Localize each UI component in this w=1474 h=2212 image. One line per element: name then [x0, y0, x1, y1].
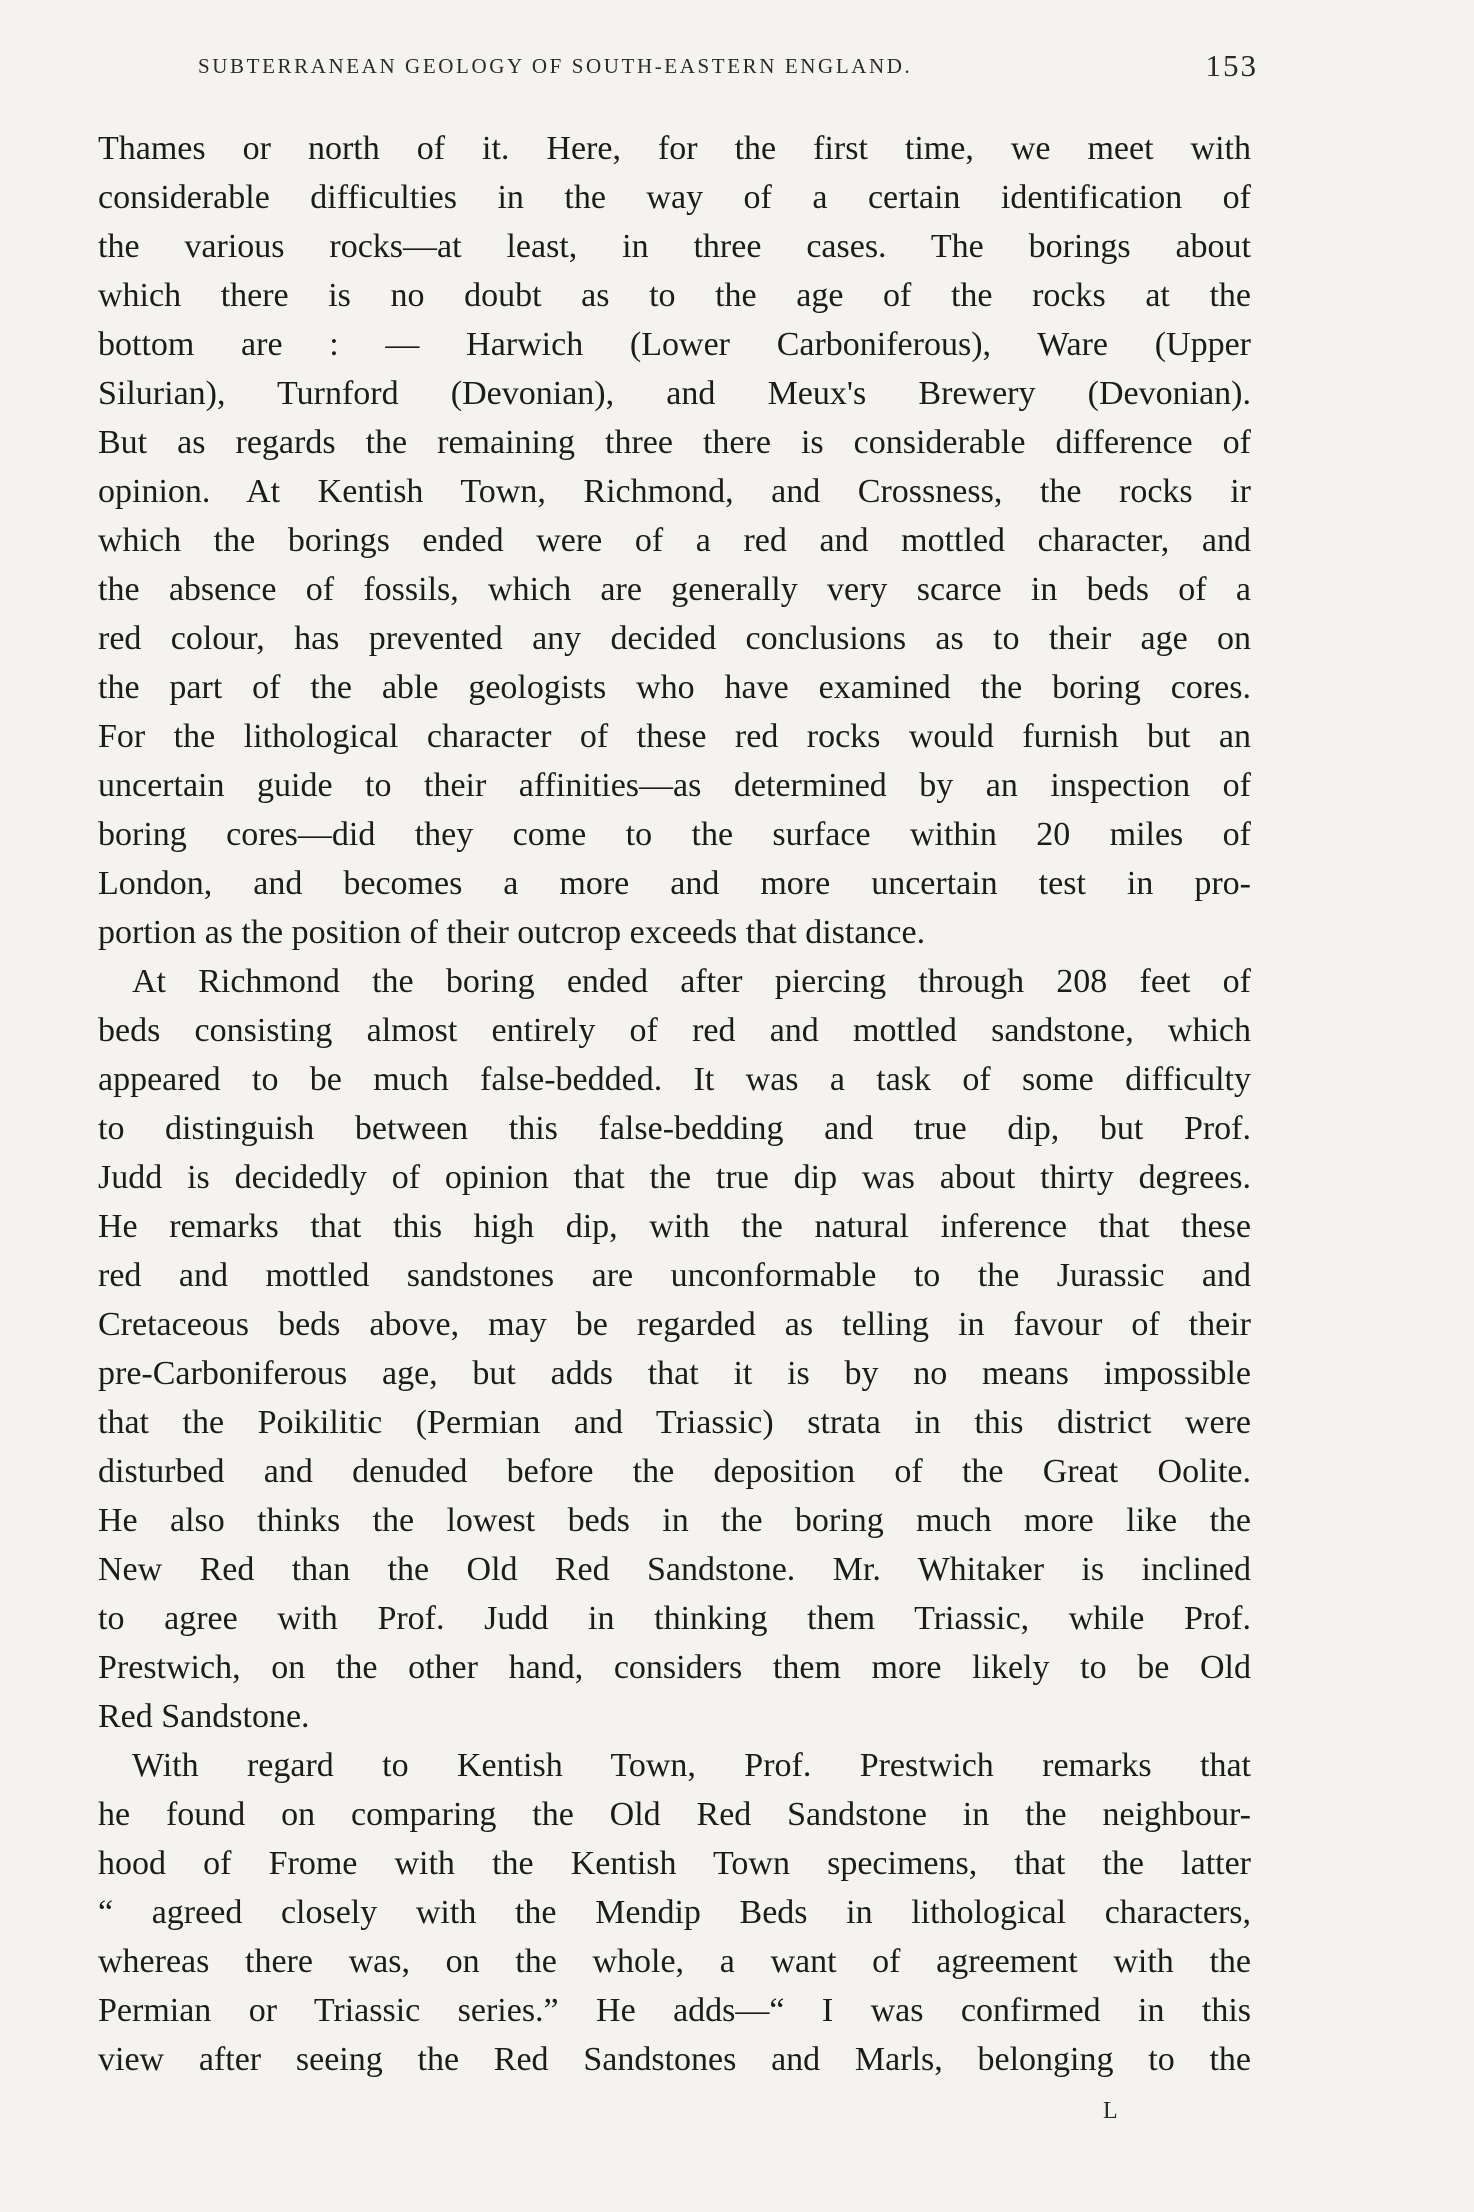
text-line: For the lithological character of these red rocks would furnish but an	[98, 718, 1251, 755]
text-line: appeared to be much false-bedded. It was a task of some difficulty	[98, 1061, 1251, 1098]
text-line: which the borings ended were of a red and mottled character, and	[98, 522, 1251, 559]
text-line: Thames or north of it. Here, for the first time, we meet with	[98, 130, 1251, 167]
text-line: New Red than the Old Red Sandstone. Mr. Whitaker is inclined	[98, 1551, 1251, 1588]
text-line: which there is no doubt as to the age of the rocks at the	[98, 277, 1251, 314]
text-line: red colour, has prevented any decided conclusions as to their age on	[98, 620, 1251, 657]
paragraph	[98, 124, 1251, 957]
text-line: uncertain guide to their affinities—as determined by an inspection of	[98, 767, 1251, 804]
text-line: view after seeing the Red Sandstones and Marls, belonging to the	[98, 2041, 1251, 2078]
page-number: 153	[1205, 48, 1258, 83]
text-line: “ agreed closely with the Mendip Beds in lithological characters,	[98, 1894, 1251, 1931]
text-line: opinion. At Kentish Town, Richmond, and Crossness, the rocks ir	[98, 473, 1251, 510]
text-line: London, and becomes a more and more uncertain test in pro-	[98, 865, 1251, 902]
text-line: He also thinks the lowest beds in the boring much more like the	[98, 1502, 1251, 1539]
text-line: the various rocks—at least, in three cases. The borings about	[98, 228, 1251, 265]
text-line: to distinguish between this false-bedding and true dip, but Prof.	[98, 1110, 1251, 1147]
text-line: Red Sandstone.	[98, 1698, 310, 1735]
text-line: the absence of fossils, which are generally very scarce in beds of a	[98, 571, 1251, 608]
text-line: to agree with Prof. Judd in thinking them Triassic, while Prof.	[98, 1600, 1251, 1637]
text-line: beds consisting almost entirely of red and mottled sandstone, which	[98, 1012, 1251, 1049]
text-line: that the Poikilitic (Permian and Triassic) strata in this district were	[98, 1404, 1251, 1441]
text-line: disturbed and denuded before the deposition of the Great Oolite.	[98, 1453, 1251, 1490]
paragraph	[98, 957, 1251, 1741]
text-line: pre-Carboniferous age, but adds that it is by no means impossible	[98, 1355, 1251, 1392]
text-line: hood of Frome with the Kentish Town specimens, that the latter	[98, 1845, 1251, 1882]
text-line: he found on comparing the Old Red Sandstone in the neighbour-	[98, 1796, 1251, 1833]
text-line: At Richmond the boring ended after piercing through 208 feet of	[132, 963, 1251, 1000]
text-line: the part of the able geologists who have examined the boring cores.	[98, 669, 1251, 706]
text-line: With regard to Kentish Town, Prof. Prestwich remarks that	[132, 1747, 1251, 1784]
text-line: considerable difficulties in the way of a certain identification of	[98, 179, 1251, 216]
signature-mark: L	[1103, 2098, 1118, 2124]
text-line: portion as the position of their outcrop exceeds that distance.	[98, 914, 926, 951]
text-line: red and mottled sandstones are unconformable to the Jurassic and	[98, 1257, 1251, 1294]
text-line: Judd is decidedly of opinion that the true dip was about thirty degrees.	[98, 1159, 1251, 1196]
running-title: SUBTERRANEAN GEOLOGY OF SOUTH-EASTERN ENGLAND.	[198, 54, 913, 78]
text-line: Permian or Triassic series.” He adds—“ I was confirmed in this	[98, 1992, 1251, 2029]
text-line: Silurian), Turnford (Devonian), and Meux's Brewery (Devonian).	[98, 375, 1251, 412]
text-line: Cretaceous beds above, may be regarded as telling in favour of their	[98, 1306, 1251, 1343]
text-line: boring cores—did they come to the surface within 20 miles of	[98, 816, 1251, 853]
text-line: He remarks that this high dip, with the natural inference that these	[98, 1208, 1251, 1245]
text-line: whereas there was, on the whole, a want of agreement with the	[98, 1943, 1251, 1980]
text-line: But as regards the remaining three there is considerable difference of	[98, 424, 1251, 461]
running-head	[198, 48, 1258, 88]
body-text	[98, 124, 1251, 2084]
text-line: bottom are : — Harwich (Lower Carboniferous), Ware (Upper	[98, 326, 1251, 363]
text-line: Prestwich, on the other hand, considers them more likely to be Old	[98, 1649, 1251, 1686]
paragraph	[98, 1741, 1251, 2084]
